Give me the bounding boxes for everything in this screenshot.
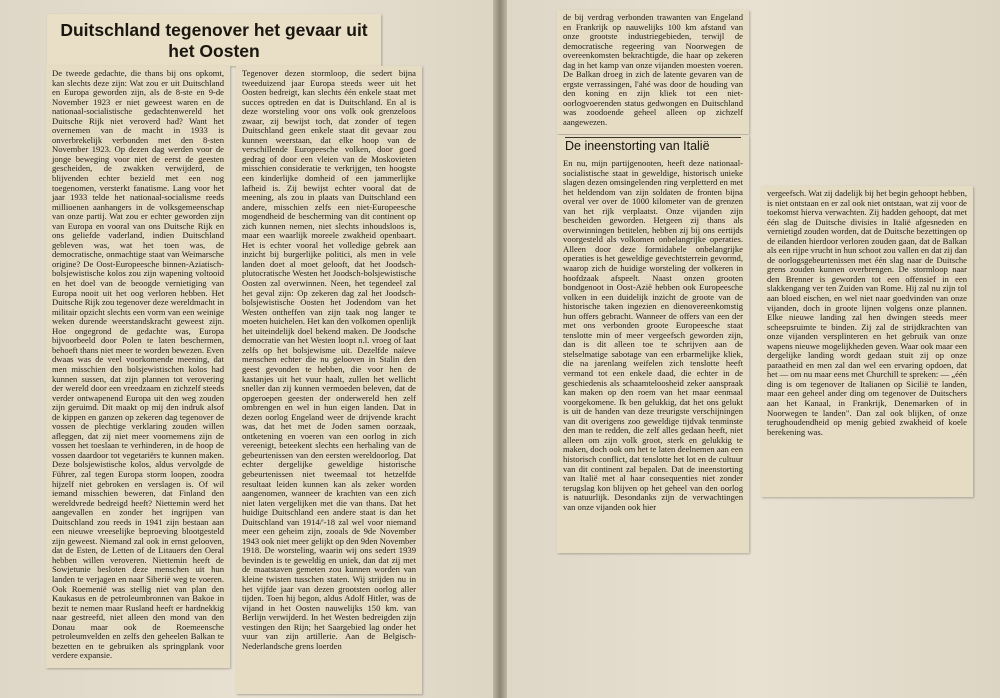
italy-column-b-text: vergeefsch. Wat zij dadelijk bij het begin gehoopt hebben, is niet ontstaan en er zal ook niet ontstaan, wat zij voor de toekomst hierva verwachten. Zij hadden gehoopt, dat met één slag de Duitsche divisies in Italië afgesneden en vernietigd zouden worden, dat de Duitsche bezettingen op de eilanden hierdoor verloren zouden gaan, dat de Balkan als een rijpe vrucht in hun schoot zou vallen en dat zij dan de oorlogsgebeurtenissen met één slag naar de Duitsche grens zouden kunnen overbrengen. De stormloop naar den Brenner is geworden tot een offensief in een slakkengang ver ten Zuiden van Rome. Hij zal nu zijn tol aan bloed eischen, en wel niet naar goedvinden van onze vijanden, doch in groote lijnen volgens onze plannen. Elke nieuwe landing zal hen dwingen steeds meer scheepsruimte te binden. Zij zal de strijdkrachten van onze vijanden versplinteren en het gebruik van onze wapens nieuwe mogelijkheden geven. Waar ook maar een dergelijke landing wordt gedaan stuit zij op onze paraatheid en men zal dan wel een ervaring opdoen, dat het — om nu maar eens met Churchill te spreken: — „één ding is om tegenover de Italianen op Sicilië te landen, maar een geheel ander ding om tegenover de Duitschers aan het Kanaal, in Frankrijk, Denemarken of in Noorwegen te landen". Dan zal ook blijken, of onze terughoudendheid op menig gebied zwakheid of koele berekening was. — [767, 188, 967, 437]
headline-clipping — [47, 14, 381, 66]
italy-column-a-text: En nu, mijn partijgenooten, heeft deze nationaal-socialistische staat in geweldige, historisch unieke slagen dezen omsingelenden ring verpletterd en met het heldendom van zijn soldaten de fronten bijna overal ver over de 1000 kilometer van de grenzen van het rijk verplaatst. Onze vijanden zijn bescheiden geworden. Hetgeen zij thans als overwinningen betitelen, hebben zij bij ons eertijds voorgesteld als volkomen onbelangrijke operaties. Alleen door deze formidabele onbelangrijke operaties is het geweldige gevechtsterrein gevormd, waarop zich de huidige worsteling der volkeren in hoofdzaak afspeelt. Naast onzen grooten bondgenoot in Oost-Azië hebben ook Europeesche volken in een duidelijk inzicht de groote van de historische taken ingezien en dienovereenkomstig hun offers gebracht. Wanneer de offers van een der met ons verbonden groote Europeesche staat tenslotte min of meer vergeefsch geworden zijn, dan is dit alleen toe te schrijven aan de stelselmatige sabotage van een erbarmelijke kliek, die na jarenlang weifelen zich tenslotte heeft vermand tot een enkele daad, die echter in de geschiedenis als schaamteloosheid zeker aanspraak kan maken op den roem van het maar eenmaal voorgekomene. Ik ben gelukkig, dat het ons gelukt is uit de handen van deze treurigste verschijningen van dit overigens zoo geweldige tijdvak tenminste den man te redden, die zelf alles gedaan heeft, niet alleen om zijn volk groot, sterk en gelukkig te maken, doch ook om het te laten deelnemen aan een historisch conflict, dat tenslotte het lot en de cultuur van dit continent zal bepalen. Dat de ineenstorting van Italië met al haar consequenties niet zonder terugslag kon blijven op het geheel van den oorlog is natuurlijk. Desondanks zijn de verwachtingen van onze vijanden ook hier — [563, 158, 743, 512]
clipping-italy-column-b — [761, 186, 973, 497]
clipping-column-1 — [46, 66, 230, 668]
clipping-continuation — [557, 10, 749, 134]
section-title: De ineenstorting van Italië — [565, 139, 710, 153]
column-2-text: Tegenover dezen stormloop, die sedert bijna tweeduizend jaar Europa steeds weer uit het Oosten bedreigt, kan slechts één enkele staat met succes optreden en dat is Duitschland. En al is deze worsteling voor ons volk ook grenzeloos zwaar, zij bewijst toch, dat zonder of tegen Duitschland geen enkele staat dit gevaar zou kunnen weerstaan, dat elke hoop van de verschillende Europeesche volken, door goed gedrag of door een vleien van de Moskovieten misschien consideratie te verkrijgen, ten hoogste een kinderlijke domheid of een jammerlijke lafheid is. Zij bewijst echter vooral dat de meening, als zou in plaats van Duitschland een andere, misschien zelfs een niet-Europeesche mogendheid de bescherming van dit continent op zich kunnen nemen, niet slechts inhoudsloos is, maar een waarlijk moreele zwakheid openbaart. Het is echter vooral het volledige gebrek aan inzicht bij burgerlijke politici, als men in vele landen doet al moet gelooft, dat het Joodsch-plutocratische Westen het Joodsch-bolsjewistische Oosten zal overwinnen. Neen, het tegendeel zal het geval zijn: Op zekeren dag zal het Joodsch-bolsjewistische Oosten het Jodendom van het Westen ontheffen van zijn taak nog langer te moeten huichelen. Het kan den volkomen openlijk het uiteindelijk doel bekend maken. De Joodsche democratie van het Westen loopt n.l. vroeg of laat zelfs op het bolsjewisme uit. Dezelfde naïeve menschen echter die nu gelooven in Stalin den geest gevonden te hebben, die voor hen de kastanjes uit het vuur haalt, zullen het wellicht sneller dan zij kunnen vermoeden beleven, dat de opgeroepen geesten der onderwereld hen zelf ombrengen en wel in hun eigen landen. Dat in dezen oorlog Engeland weer de drijvende kracht was, dat het met de Joden samen oorzaak, ontketening en voeren van een oorlog in zich vereenigt, beteekent slechts een herhaling van de gebeurtenissen van den eersten wereldoorlog. Dat echter dergelijke geweldige historische gebeurtenissen niet tweemaal tot hetzelfde resultaat leiden kunnen kan als zeker worden aangenomen, wanneer de krachten van een zich niet laten vergelijken met die van thans. Dat het huidige Duitschland een andere staat is dan het Duitschland van 1914/'-18 zal wel voor niemand meer een geheim zijn, zooals de 9de November 1943 ook niet meer gelijkt op den 9den November 1918. De worsteling, waarin wij ons sedert 1939 bevinden is te geweldig en uniek, dan dat zij met de maatstaven gemeten zou kunnen worden van kleine twisten tusschen staten. Wij strijden nu in het vijfde jaar van dezen grootsten oorlog aller tijden. Toen hij begon, aldus Adolf Hitler, was de vijand in het Oosten nauwelijks 150 km. van Berlijn verwijderd. In het Westen bedreigden zijn vestingen den Rijn; het Saargebied lag onder het vuur van zijn artillerie. Aan de Belgisch-Nederlandsche grens loerden — [242, 68, 416, 651]
continuation-text: de bij verdrag verbonden trawanten van Engeland en Frankrijk op nauwelijks 100 km afstand van onze grootste industriegebieden, terwijl de democratische regeering van Noorwegen de overeenkomsten bekrachtigde, die haar op zekeren dag in het kamp van onze vijanden moesten voeren. De Balkan droeg in zich de latente gevaren van de ergste verrassingen, l'ahé was door de houding van den koning en zijn kliek tot een niet-oorlogvoerenden status gedwongen en Duitschland was zoodoende geheel alleen op zichzelf aangewezen. — [563, 12, 743, 128]
section-rule — [565, 137, 741, 138]
article-headline: Duitschland tegenover het gevaar uit het Oosten — [60, 20, 368, 61]
clipping-column-2 — [236, 66, 422, 694]
column-1-text: De tweede gedachte, die thans bij ons opkomt, kan slechts deze zijn: Wat zou er uit Duitschland en Europa geworden zijn, als de 8-ste en 9-de November 1923 er niet geweest waren en de nationaal-socialistische gedachtenwereld het Duitsche Rijk niet veroverd had? Want het overnemen van de macht in 1933 is onverbrekelijk verbonden met den 8-sten November 1923. Op dezen dag werden voor de jonge beweging voor niet de eerst de geesten gescheiden, de zwakken verwijderd, de blijvenden echter bezield met een nog toegenomen, versterkt fanatisme. Lang voor het jaar 1933 telde het nationaal-socialisme reeds millioenen aanhangers in de volksgemeenschap van onze partij. Wat zou er echter geworden zijn van Europa en vooral van ons Duitsche Rijk en ons geliefde vaderland, indien Duitschland gebleven was, wat het toen was, de democratische, onmachtige staat van Weimarsche origine? De Oost-Europeesche binnen-Aziatisch-bolsjewistische kolos zou zijn wapening voltooid en het doel van de beoogde vernietiging van Europa nooit uit het oog verloren hebben. Het Duitsche Rijk zou tegenover deze wereldmacht in militair opzicht slechts een vorm van een weinige weken durende weerstandskracht geweest zijn. Hoe ongegrond de gedachte was, Europa bijvoorbeeld door Polen te laten beschermen, behoeft thans niet meer te worden bewezen. Even dwaas was de veel voorkomende meening, dat men misschien den bolsjewistischen kolos had kunnen sussen, dat zijn plannen tot verovering der wereld door een vreedzaam en zichzelf steeds verder ontwapenend Europa uit den weg zouden zijn geruimd. Dit maakt op mij den indruk alsof de kippen en ganzen op zekeren dag tegenover de vossen de plechtige verklaring zouden willen afleggen, dat zij niet meer voornemens zijn de vossen het toeslaan te verhinderen, in de hoop de vossen daardoor tot vegetariërs te kunnen maken. Deze bolsjewistische kolos, aldus vervolgde de Führer, zal tegen Europa storm loopen, zoodra hijzelf niet gebroken en verslagen is. Of wil iemand misschien beweren, dat Finland den wereldvrede bedreigd heeft? Niettemin werd het aangevallen en zonder het ingrijpen van Duitschland zou reeds in 1941 zijn bestaan aan een nieuwe vreeselijke beproeving blootgesteld zijn geweest. Niemand zal ook in ernst gelooven, dat de Esten, de Letten of de Litauers den Oeral hebben willen veroveren. Niettemin heeft de Sowjetunie besloten deze menschen uit hun landen te verjagen en naar Siberië weg te voeren. Ook Roemenië was stellig niet van plan den Kaukasus en de petroleumbronnen van Bakoe in bezit te nemen maar Rusland heeft er hardnekkig naar gestreefd, niet alleen den mond van den Donau maar ook de Roemeensche petroleumvelden en zelfs den geheelen Balkan te bezetten en te gebruiken als springplank voor verdere expansie. — [52, 68, 224, 661]
clipping-italy-column-a — [557, 135, 749, 553]
book-gutter — [493, 0, 507, 698]
